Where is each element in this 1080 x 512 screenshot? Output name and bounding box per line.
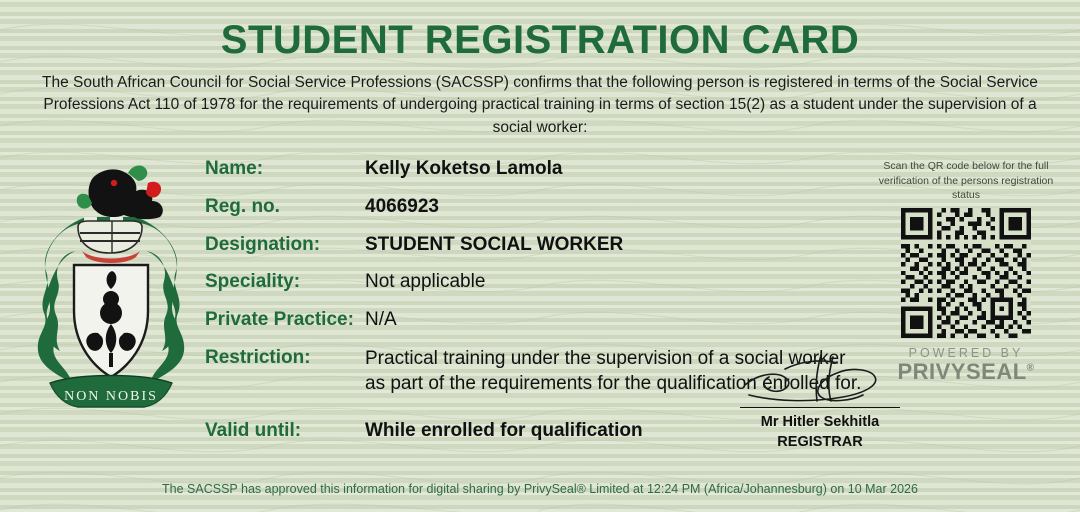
field-row-name xyxy=(205,157,865,182)
field-value-designation: STUDENT SOCIAL WORKER xyxy=(365,233,624,255)
field-label-private-practice: Private Practice: xyxy=(205,309,354,331)
intro-paragraph: The South African Council for Social Service Professions (SACSSP) confirms that the following person is registered in terms of the Social Service Professions Act 110 of 1978 for the requirements of undergoing practical training in terms of section 15(2) as a student under the supervision of a social worker: xyxy=(42,74,1038,136)
qr-code[interactable] xyxy=(901,208,1031,338)
field-row-speciality xyxy=(205,270,865,295)
field-value-restriction: Practical training under the supervision of a social worker as part of the requirements for the qualification enrolled for. xyxy=(365,347,862,395)
field-value-reg-no: 4066923 xyxy=(365,196,439,218)
privyseal-brand xyxy=(876,358,1056,384)
field-value-speciality: Not applicable xyxy=(365,271,486,293)
privyseal-brand-text: PRIVYSEAL xyxy=(897,358,1027,384)
field-value-name: Kelly Koketso Lamola xyxy=(365,158,563,180)
field-row-designation xyxy=(205,233,865,258)
signature-role: REGISTRAR xyxy=(777,433,863,450)
signature-name: Mr Hitler Sekhitla xyxy=(760,414,880,431)
field-label-reg-no: Reg. no. xyxy=(205,196,280,218)
field-label-valid-until: Valid until: xyxy=(205,420,302,442)
registered-mark: ® xyxy=(1026,362,1035,374)
card-body xyxy=(0,151,1080,451)
field-value-private-practice: N/A xyxy=(365,309,397,331)
field-row-reg-no xyxy=(205,195,865,220)
field-label-restriction: Restriction: xyxy=(205,346,311,368)
field-label-designation: Designation: xyxy=(205,233,321,255)
crest-motto: NON NOBIS xyxy=(64,389,158,405)
field-label-name: Name: xyxy=(205,158,264,180)
signature-line xyxy=(740,407,900,408)
field-label-speciality: Speciality: xyxy=(205,271,301,293)
verification-block xyxy=(876,151,1056,383)
coat-of-arms-icon xyxy=(28,161,193,426)
field-value-valid-until: While enrolled for qualification xyxy=(365,420,643,442)
footer-approval-text: The SACSSP has approved this information for digital sharing by PrivySeal® Limited at 12:24 PM (Africa/Johannesburg) on 10 Mar 2026 xyxy=(162,482,918,496)
powered-by-label: POWERED BY xyxy=(908,345,1024,360)
field-row-private-practice xyxy=(205,308,865,333)
scan-instructions: Scan the QR code below for the full verification of the persons registration status xyxy=(878,160,1054,201)
page-title: STUDENT REGISTRATION CARD xyxy=(220,18,860,62)
